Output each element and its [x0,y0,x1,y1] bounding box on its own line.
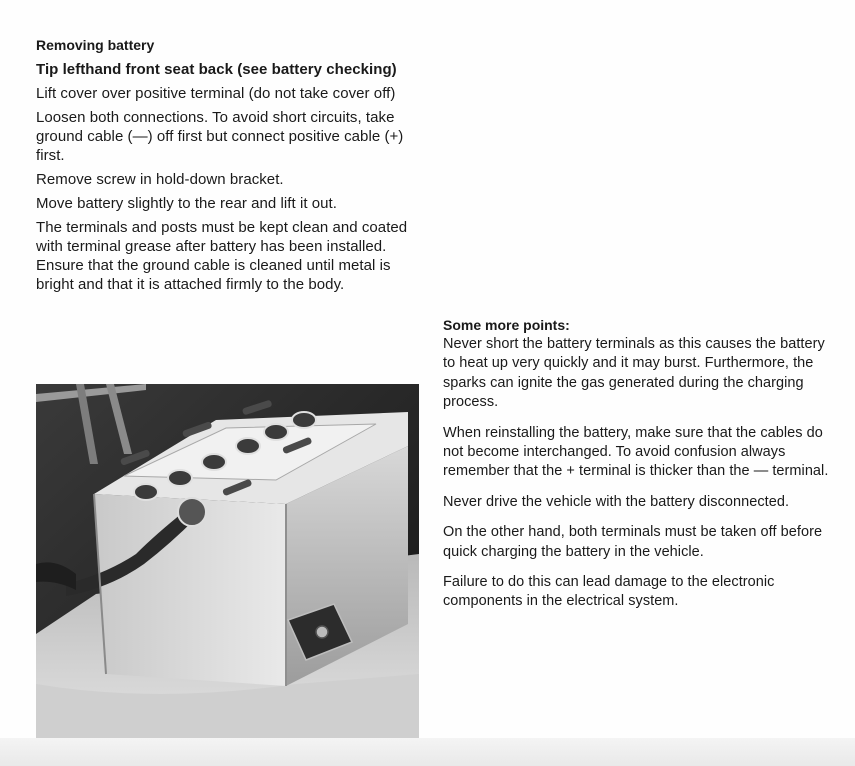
step-remove-screw: Remove screw in hold-down bracket. [36,171,284,188]
removing-battery-section [36,36,421,299]
point-damage-warning: Failure to do this can lead damage to the electronic components in the electrical system. [443,574,775,610]
step-lift-out: Move battery slightly to the rear and lift it out. [36,195,337,212]
page-bottom-edge [0,738,855,766]
point-quick-charging: On the other hand, both terminals must be taken off before quick charging the battery in the vehicle. [443,524,823,560]
step-loosen-connections: Loosen both connections. To avoid short circuits, take ground cable (—) off first but connect positive cable (+) first. [36,109,404,164]
step-lift-cover: Lift cover over positive terminal (do not take cover off) [36,85,396,102]
point-short-terminals: Never short the battery terminals as this causes the battery to heat up very quickly and it may burst. Furthermore, the sparks can ignite the gas generated during the charging process. [443,336,825,411]
battery-photo [36,384,419,743]
step-terminal-care: The terminals and posts must be kept clean and coated with terminal grease after battery has been installed. Ensure that the ground cable is cleaned until metal is bright and that it is attached firmly to the body. [36,219,408,293]
battery-illustration [36,384,419,743]
section-heading: Removing battery [36,37,155,53]
point-never-drive: Never drive the vehicle with the battery disconnected. [443,493,790,510]
point-reinstall-cables: When reinstalling the battery, make sure that the cables do not become interchanged. To avoid confusion always remember that the + terminal is thicker than the — terminal. [443,424,829,480]
some-more-points-section [443,316,833,623]
section-heading: Some more points: [443,317,570,333]
step-tip-seat: Tip lefthand front seat back (see battery checking) [36,61,397,78]
